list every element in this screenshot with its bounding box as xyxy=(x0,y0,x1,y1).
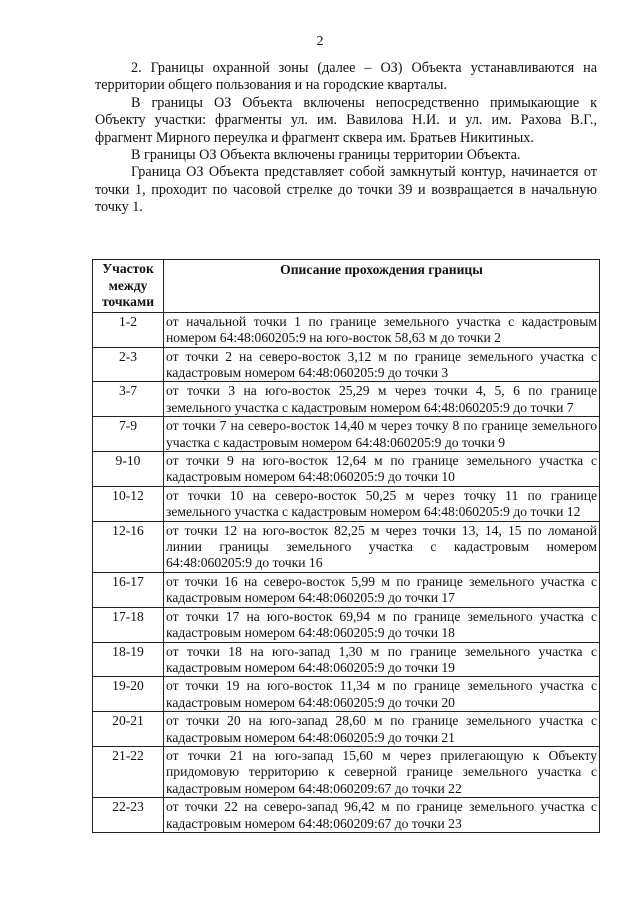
description-cell: от точки 17 на юго-восток 69,94 м по границе земельного участка с кадастровым номером 64:48:060205:9 до точки 18 xyxy=(164,607,600,642)
table-row xyxy=(93,452,600,487)
segment-cell: 1-2 xyxy=(93,312,164,347)
segment-cell: 7-9 xyxy=(93,417,164,452)
description-cell: от точки 3 на юго-восток 25,29 м через точки 4, 5, 6 по границе земельного участка с кадастровым номером 64:48:060205:9 до точки 7 xyxy=(164,382,600,417)
table-row xyxy=(93,417,600,452)
table-header-row xyxy=(93,260,600,313)
description-cell: от точки 9 на юго-восток 12,64 м по границе земельного участка с кадастровым номером 64:48:060205:9 до точки 10 xyxy=(164,452,600,487)
description-cell: от точки 18 на юго-запад 1,30 м по границе земельного участка с кадастровым номером 64:48:060205:9 до точки 19 xyxy=(164,642,600,677)
description-cell: от точки 2 на северо-восток 3,12 м по границе земельного участка с кадастровым номером 64:48:060205:9 до точки 3 xyxy=(164,347,600,382)
table-row xyxy=(93,642,600,677)
description-cell: от точки 22 на северо-запад 96,42 м по границе земельного участка с кадастровым номером 64:48:060209:67 до точки 23 xyxy=(164,798,600,833)
table-row xyxy=(93,521,600,572)
segment-cell: 10-12 xyxy=(93,486,164,521)
header-segment: Участок между точками xyxy=(93,260,164,313)
segment-cell: 19-20 xyxy=(93,677,164,712)
description-cell: от точки 21 на юго-запад 15,60 м через прилегающую к Объекту придомовую территорию к северной границе земельного участка с кадастровым номером 64:48:060209:67 до точки 22 xyxy=(164,746,600,797)
description-cell: от начальной точки 1 по границе земельного участка с кадастровым номером 64:48:060205:9 на юго-восток 58,63 м до точки 2 xyxy=(164,312,600,347)
description-cell: от точки 10 на северо-восток 50,25 м через точку 11 по границе земельного участка с кадастровым номером 64:48:060205:9 до точки 12 xyxy=(164,486,600,521)
table-row xyxy=(93,312,600,347)
segment-cell: 9-10 xyxy=(93,452,164,487)
segment-cell: 3-7 xyxy=(93,382,164,417)
segment-cell: 12-16 xyxy=(93,521,164,572)
boundary-table xyxy=(92,259,600,833)
boundary-table-wrapper xyxy=(92,259,599,833)
paragraph: В границы ОЗ Объекта включены границы территории Объекта. xyxy=(131,147,521,164)
segment-cell: 16-17 xyxy=(93,572,164,607)
paragraph: В границы ОЗ Объекта включены непосредственно примыкающие к Объекту участки: фрагменты ул. им. Вавилова Н.И. и ул. им. Рахова В.Г., фрагмент Мирного переулка и фрагмент сквера им. Братьев Никитиных. xyxy=(95,94,597,146)
segment-cell: 2-3 xyxy=(93,347,164,382)
description-cell: от точки 7 на северо-восток 14,40 м через точку 8 по границе земельного участка с кадастровым номером 64:48:060205:9 до точки 9 xyxy=(164,417,600,452)
paragraph: 2. Границы охранной зоны (далее – ОЗ) Объекта устанавливаются на территории общего пользования и на городские кварталы. xyxy=(95,60,597,94)
segment-cell: 18-19 xyxy=(93,642,164,677)
table-body xyxy=(93,312,600,832)
description-cell: от точки 19 на юго-восток 11,34 м по границе земельного участка с кадастровым номером 64:48:060205:9 до точки 20 xyxy=(164,677,600,712)
page-number: 2 xyxy=(316,34,324,49)
segment-cell: 22-23 xyxy=(93,798,164,833)
table-row xyxy=(93,798,600,833)
table-row xyxy=(93,382,600,417)
description-cell: от точки 16 на северо-восток 5,99 м по границе земельного участка с кадастровым номером 64:48:060205:9 до точки 17 xyxy=(164,572,600,607)
table-row xyxy=(93,486,600,521)
table-row xyxy=(93,746,600,797)
table-row xyxy=(93,572,600,607)
table-row xyxy=(93,677,600,712)
segment-cell: 21-22 xyxy=(93,746,164,797)
description-cell: от точки 20 на юго-запад 28,60 м по границе земельного участка с кадастровым номером 64:48:060205:9 до точки 21 xyxy=(164,712,600,747)
segment-cell: 17-18 xyxy=(93,607,164,642)
table-row xyxy=(93,712,600,747)
segment-cell: 20-21 xyxy=(93,712,164,747)
table-row xyxy=(93,607,600,642)
intro-text xyxy=(95,60,597,217)
header-description: Описание прохождения границы xyxy=(164,260,600,313)
table-row xyxy=(93,347,600,382)
paragraph: Граница ОЗ Объекта представляет собой замкнутый контур, начинается от точки 1, проходит по часовой стрелке до точки 39 и возвращается в начальную точку 1. xyxy=(95,164,597,216)
description-cell: от точки 12 на юго-восток 82,25 м через точки 13, 14, 15 по ломаной линии границы земельного участка с кадастровым номером 64:48:060205:9 до точки 16 xyxy=(164,521,600,572)
